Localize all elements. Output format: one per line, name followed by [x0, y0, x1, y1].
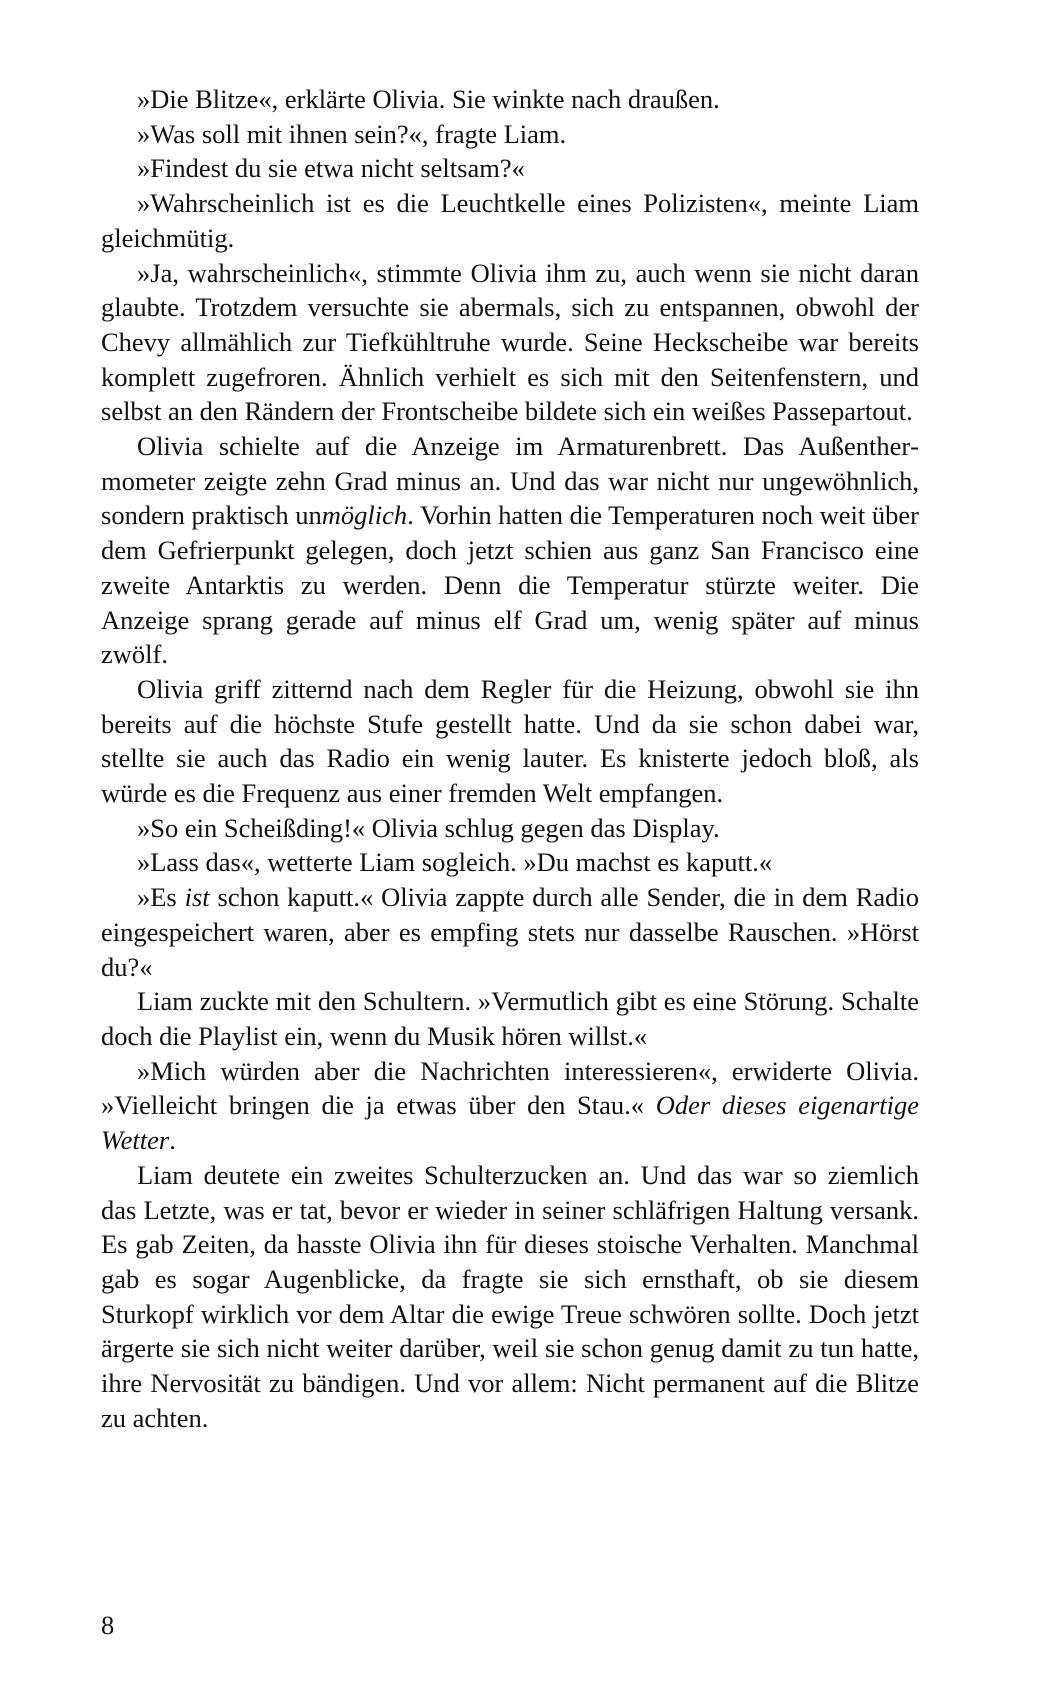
paragraph-3: [101, 151, 919, 186]
paragraph-text: Olivia griff zitternd nach dem Regler für die Heizung, obwohl sie ihn bereits auf die höchste Stufe gestellt hatte. Und da sie schon dabei war, stellte sie auch das Radio ein wenig lauter. Es knisterte jedoch bloß, als würde es die Frequenz aus einer fremden Welt empfangen.: [101, 673, 919, 809]
paragraph-13: [101, 1158, 919, 1436]
paragraph-2: [101, 117, 919, 152]
paragraph-11: [101, 984, 919, 1053]
paragraph-1: [101, 82, 919, 117]
paragraph-text: »Die Blitze«, erklärte Olivia. Sie winkte nach draußen.: [137, 84, 720, 114]
paragraph-8: [101, 811, 919, 846]
paragraph-text: Olivia schielte auf die Anzeige im Armaturenbrett. Das Außenthermometer zeigte zehn Grad minus an. Und das war nicht nur ungewöhnlich, sondern praktisch un: [101, 431, 919, 531]
paragraph-text: »Es: [137, 882, 185, 913]
paragraph-text: »So ein Scheißding!« Olivia schlug gegen das Display.: [137, 812, 720, 843]
paragraph-text: Liam deutete ein zweites Schulterzucken an. Und das war so ziemlich das Letzte, was er tat, bevor er wieder in seiner schläfrigen Haltung versank. Es gab Zeiten, da hasste Olivia ihn für dieses stoische Verhalten. Manchmal gab es sogar Augenblicke, da fragte sie sich ernsthaft, ob sie diesem Sturkopf wirklich vor dem Altar die ewige Treue schwören sollte. Doch jetzt ärgerte sie sich nicht weiter darüber, weil sie schon genug damit zu tun hatte, ihre Nervosität zu bändigen. Und vor allem: Nicht permanent auf die Blitze zu achten.: [101, 1159, 919, 1433]
paragraph-10: [101, 880, 919, 984]
paragraph-text: . Vorhin hatten die Temperaturen noch weit über dem Gefrierpunkt gelegen, doch jetzt schien aus ganz San Francisco eine zweite Antarktis zu werden. Denn die Temperatur stürzte weiter. Die Anzeige sprang gerade auf minus elf Grad um, wenig später auf minus zwölf.: [101, 500, 919, 670]
page-text-block: [101, 82, 919, 1435]
emphasis-text: Oder dieses eigenartige Wetter: [101, 1090, 919, 1156]
paragraph-text: »Findest du sie etwa nicht seltsam?«: [137, 153, 525, 184]
paragraph-text: Liam zuckte mit den Schultern. »Vermutlich gibt es eine Störung. Schalte doch die Playlist ein, wenn du Musik hören willst.«: [101, 986, 919, 1051]
paragraph-5: [101, 256, 919, 430]
paragraph-text: .: [169, 1125, 176, 1156]
paragraph-text: »Lass das«, wetterte Liam sogleich. »Du machst es kaputt.«: [137, 847, 773, 878]
paragraph-text: schon kaputt.« Olivia zappte durch alle Sender, die in dem Radio eingespeichert waren, aber es empfing stets nur dasselbe Rauschen. »Hörst du?«: [101, 882, 919, 982]
paragraph-text: »Mich würden aber die Nachrichten interessieren«, erwiderte Olivia. »Vielleicht bringen die ja etwas über den Stau.«: [101, 1055, 919, 1121]
paragraph-text: »Wahrscheinlich ist es die Leuchtkelle eines Polizisten«, meinte Liam gleichmütig.: [101, 188, 919, 253]
paragraph-9: [101, 845, 919, 880]
paragraph-6: [101, 429, 919, 672]
paragraph-7: [101, 672, 919, 811]
paragraph-12: [101, 1054, 919, 1158]
emphasis-text: ist: [184, 882, 210, 913]
emphasis-text: möglich: [321, 500, 408, 531]
paragraph-4: [101, 186, 919, 255]
page-number: 8: [101, 1610, 115, 1640]
paragraph-text: »Ja, wahrscheinlich«, stimmte Olivia ihm zu, auch wenn sie nicht daran glaubte. Trotzdem versuchte sie abermals, sich zu entspannen, obwohl der Chevy allmählich zur Tiefkühltruhe wurde. Seine Heckscheibe war bereits komplett zugefroren. Ähnlich verhielt es sich mit den Seitenfenstern, und selbst an den Rändern der Frontscheibe bildete sich ein weißes Passepartout.: [101, 257, 919, 427]
paragraph-text: »Was soll mit ihnen sein?«, fragte Liam.: [137, 118, 567, 149]
